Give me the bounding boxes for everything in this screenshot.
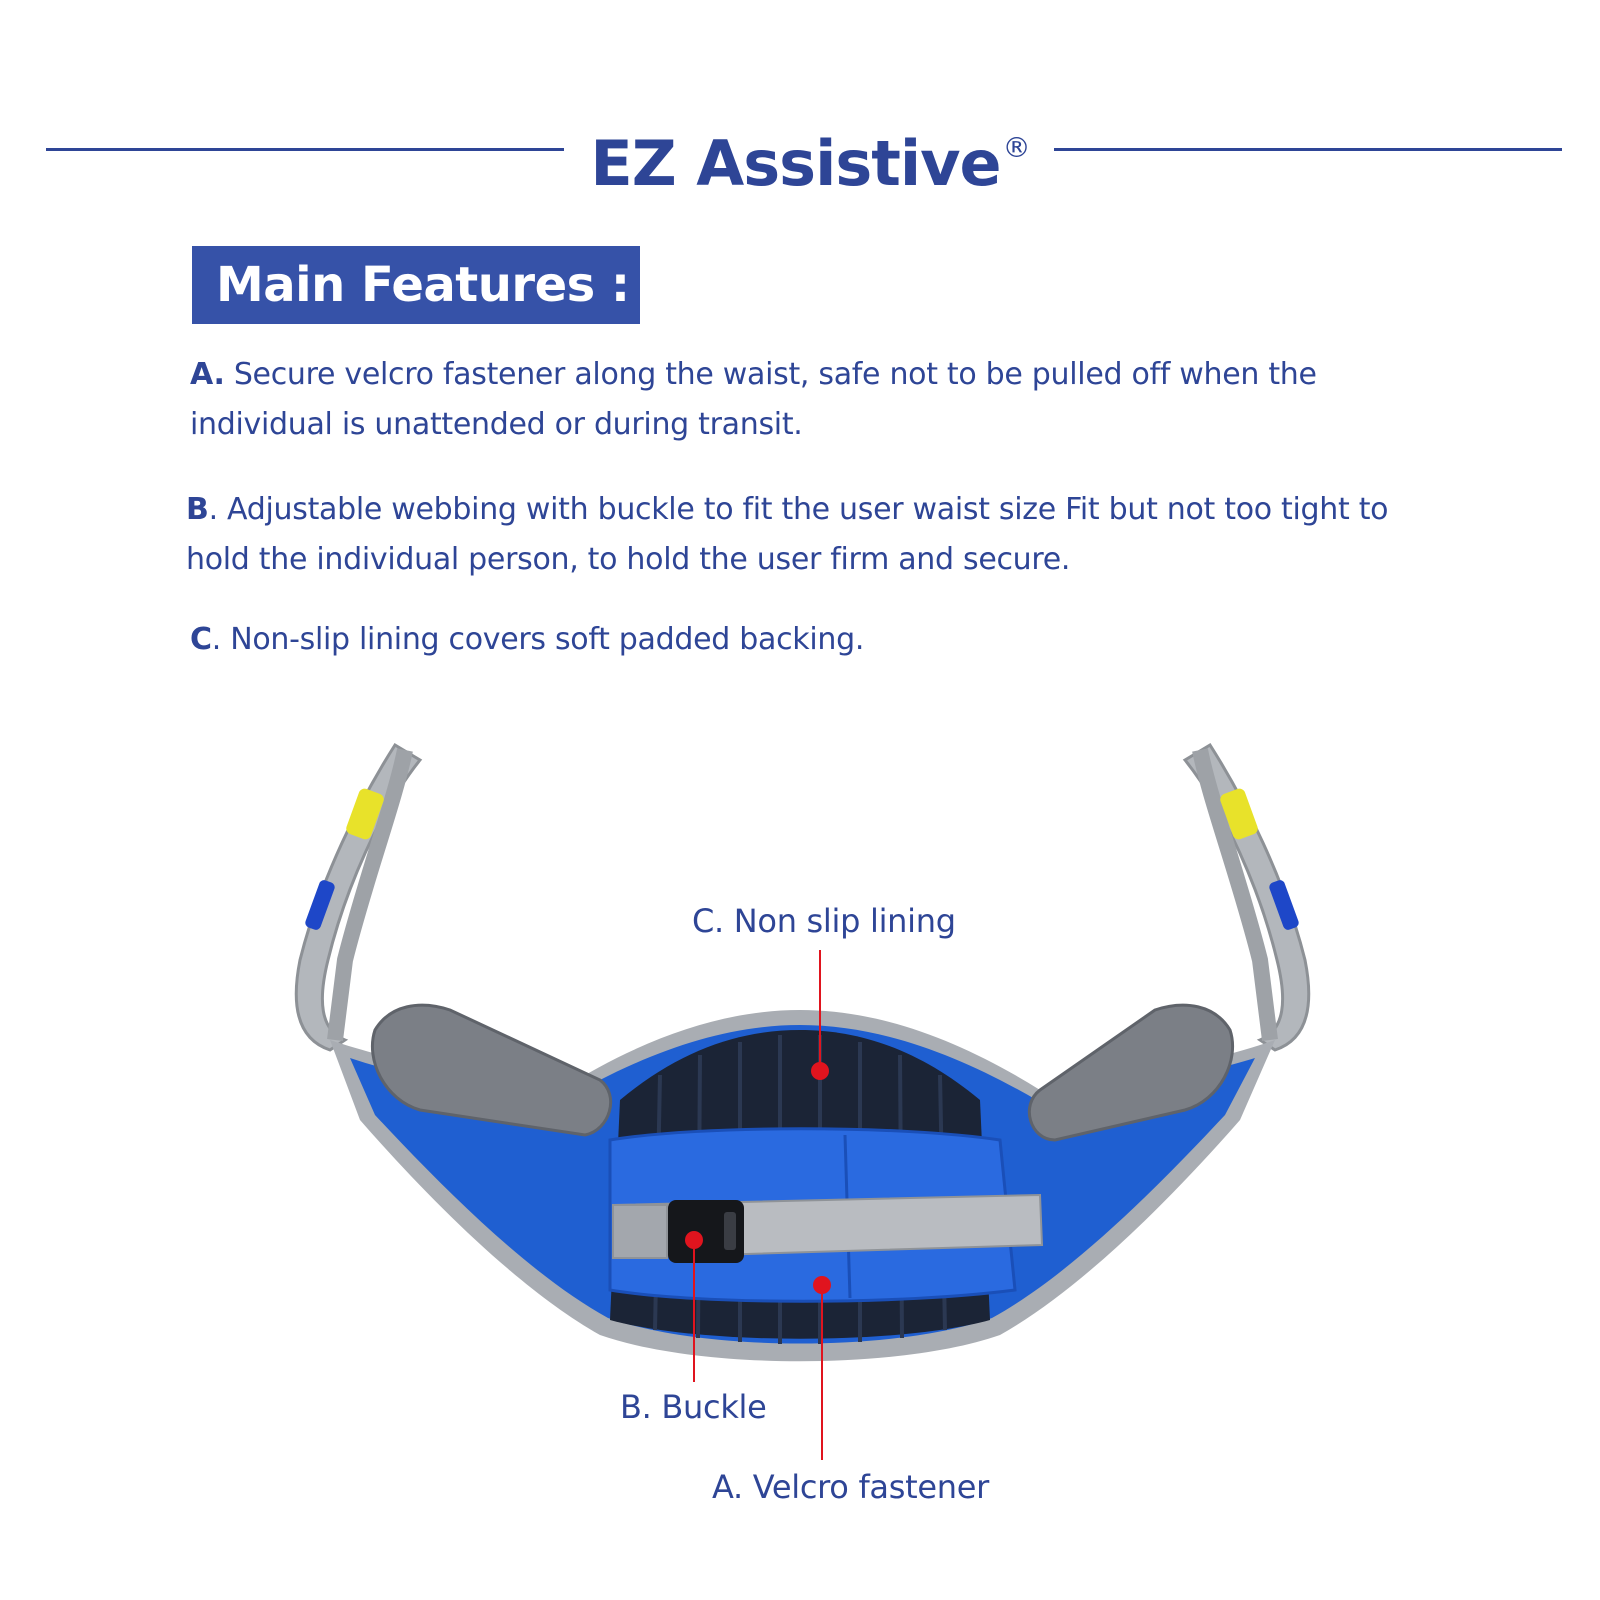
- feature-c: [190, 615, 1450, 665]
- brand-logo: [560, 108, 1060, 204]
- feature-c-key: C: [190, 622, 212, 657]
- lining-marker: [811, 1062, 829, 1080]
- feature-c-text: . Non-slip lining covers soft padded backing.: [211, 622, 865, 657]
- feature-b: [186, 485, 1446, 585]
- brand-divider-right: [1054, 148, 1562, 151]
- registered-mark: ®: [1002, 131, 1030, 164]
- feature-b-text: . Adjustable webbing with buckle to fit the user waist size Fit but not too tight to hold the individual person, to hold the user firm and secure.: [186, 492, 1389, 577]
- sling-product-illustration: [0, 700, 1600, 1600]
- strap-end-tab: [613, 1205, 667, 1258]
- brand-header: [0, 108, 1600, 200]
- brand-name: EZ Assistive: [590, 127, 1001, 200]
- feature-b-key: B: [186, 492, 209, 527]
- features-heading: Main Features :: [216, 257, 630, 313]
- features-heading-banner: [192, 246, 640, 324]
- callout-buckle: B. Buckle: [620, 1388, 767, 1426]
- velcro-marker: [813, 1276, 831, 1294]
- buckle-marker: [685, 1231, 703, 1249]
- feature-a-key: A.: [190, 357, 225, 392]
- callout-velcro-fastener: A. Velcro fastener: [712, 1468, 989, 1506]
- buckle-slot: [724, 1212, 736, 1250]
- feature-a: [190, 350, 1450, 450]
- brand-divider-left: [46, 148, 564, 151]
- callout-non-slip-lining: C. Non slip lining: [692, 902, 956, 940]
- feature-a-text: Secure velcro fastener along the waist, safe not to be pulled off when the individual is unattended or during transit.: [190, 357, 1317, 442]
